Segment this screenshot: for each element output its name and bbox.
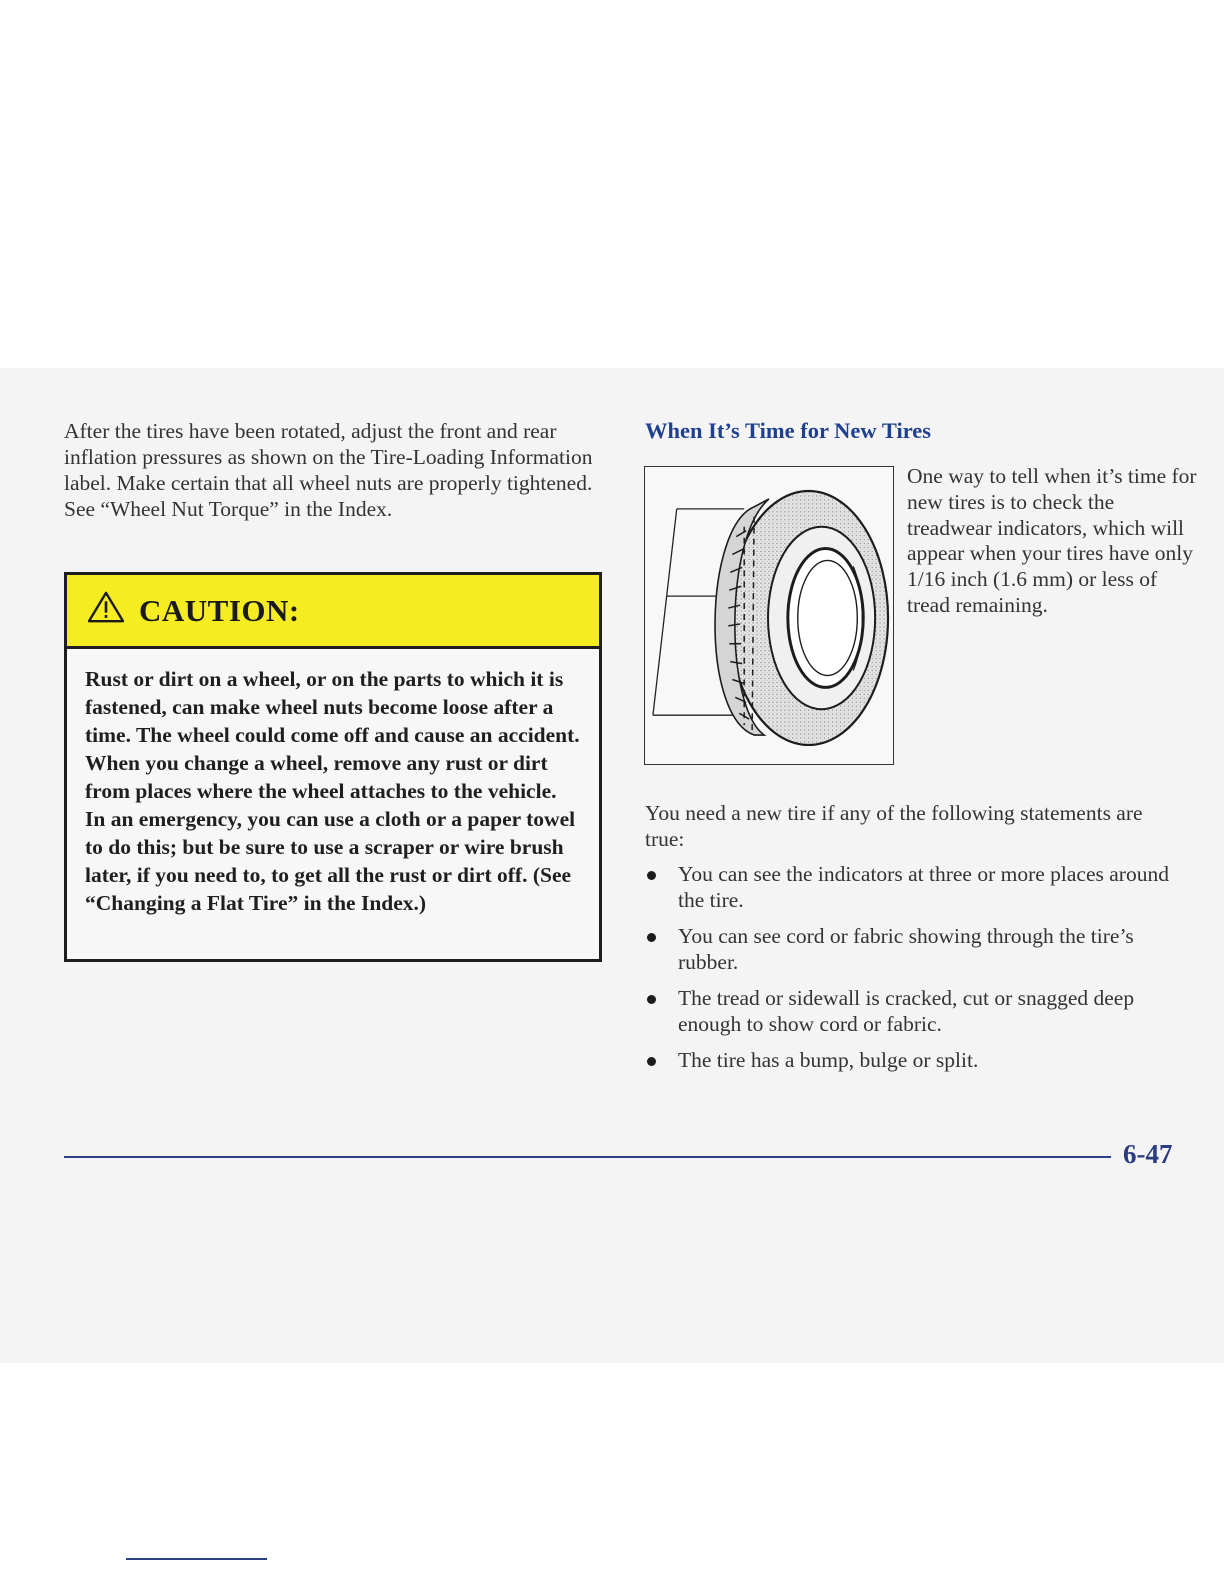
list-item-text: You can see cord or fabric showing through the tire’s rubber. <box>678 924 1134 974</box>
left-intro-paragraph: After the tires have been rotated, adjust the front and rear inflation pressures as shown on the Tire-Loading Information label. Make certain that all wheel nuts are properly tightened. See “Wheel Nut Torque” in the Index. <box>64 419 593 521</box>
right-intro-paragraph: One way to tell when it’s time for new tires is to check the treadwear indicators, which will appear when your tires have only 1/16 inch (1.6 mm) or less of tread remaining. <box>907 464 1197 617</box>
section-heading: When It’s Time for New Tires <box>645 418 932 443</box>
caution-title: CAUTION: <box>139 592 300 628</box>
caution-box <box>64 572 602 962</box>
list-item <box>645 924 1190 975</box>
caution-body: Rust or dirt on a wheel, or on the parts to which it is fastened, can make wheel nuts become loose after a time. The wheel could come off and cause an accident. When you change a wheel, remove any rust or dirt from places where the wheel attaches to the vehicle. In an emergency, you can use a cloth or a paper towel to do this; but be sure to use a scraper or wire brush later, if you need to, to get all the rust or dirt off. (See “Changing a Flat Tire” in the Index.) <box>85 667 580 915</box>
list-item-text: The tread or sidewall is cracked, cut or snagged deep enough to show cord or fabric. <box>678 986 1135 1036</box>
bullet-icon <box>647 871 656 880</box>
footer-rule <box>64 1156 1111 1158</box>
list-item-text: You can see the indicators at three or more places around the tire. <box>678 862 1169 912</box>
need-new-tire-text: You need a new tire if any of the following statements are true: <box>645 801 1143 851</box>
list-item <box>645 1048 1190 1074</box>
list-item <box>645 986 1190 1037</box>
caution-header <box>67 575 599 649</box>
bullet-icon <box>647 933 656 942</box>
list-item <box>645 862 1190 913</box>
bullet-list <box>645 862 1190 1085</box>
list-item-text: The tire has a bump, bulge or split. <box>678 1048 979 1072</box>
bottom-rule <box>126 1558 267 1560</box>
tire-treadwear-illustration <box>644 466 894 765</box>
page-number: 6-47 <box>1123 1139 1173 1169</box>
bullet-icon <box>647 1057 656 1066</box>
warning-triangle-icon <box>87 592 139 629</box>
bullet-icon <box>647 995 656 1004</box>
